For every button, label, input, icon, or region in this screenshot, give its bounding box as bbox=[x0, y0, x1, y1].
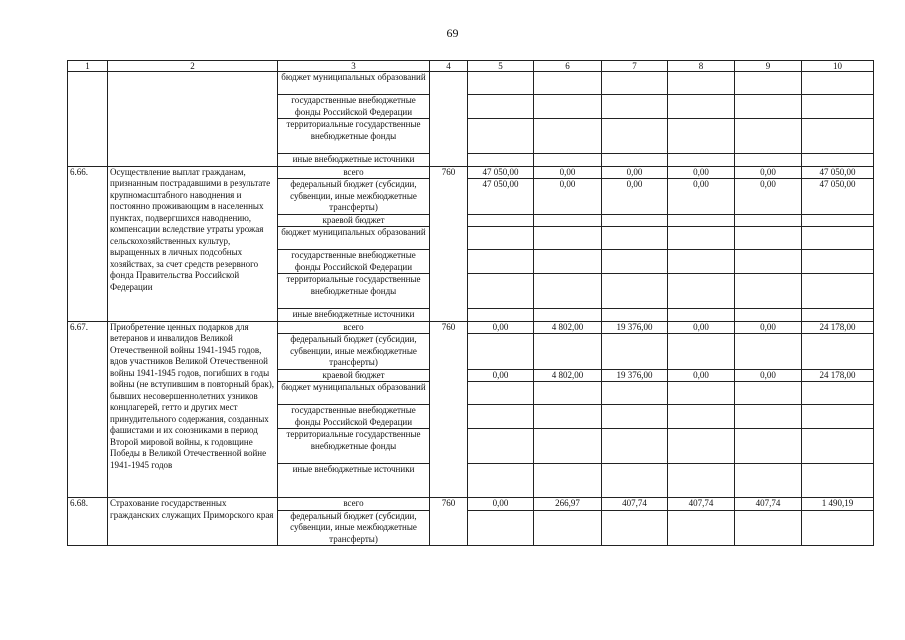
column-header: 5 bbox=[468, 61, 534, 72]
value-cell: 0,00 bbox=[602, 166, 668, 179]
source-label: территориальные государственные внебюджетные фонды bbox=[278, 429, 430, 464]
table-row bbox=[68, 321, 874, 334]
column-header: 9 bbox=[735, 61, 802, 72]
value-cell: 24 178,00 bbox=[802, 321, 874, 334]
column-header: 1 bbox=[68, 61, 108, 72]
cell-empty bbox=[68, 72, 108, 167]
measure-name: Приобретение ценных подарков для ветеранов и инвалидов Великой Отечественной войны 1941-1945 годов, вдов участников Великой Отечественной войны 1941-1945 годов, погибших в годы войны (не вступившим в повторный брак), бывших несовершеннолетних узников концлагерей, гетто и других мест принудительного содержания, созданных фашистами и их союзниками в период Второй мировой войны, к годовщине Победы в Великой Отечественной войне 1941-1945 годов bbox=[108, 321, 278, 498]
value-cell: 407,74 bbox=[735, 498, 802, 511]
grbs-code: 760 bbox=[430, 166, 468, 321]
value-cell: 266,97 bbox=[534, 498, 602, 511]
value-cell: 47 050,00 bbox=[468, 179, 534, 215]
value-cell: 0,00 bbox=[735, 166, 802, 179]
column-header: 2 bbox=[108, 61, 278, 72]
cell-empty bbox=[108, 72, 278, 167]
source-label: иные внебюджетные источники bbox=[278, 464, 430, 498]
source-label: государственные внебюджетные фонды Российской Федерации bbox=[278, 95, 430, 119]
value-cell: 0,00 bbox=[468, 321, 534, 334]
column-header: 7 bbox=[602, 61, 668, 72]
column-header: 8 bbox=[668, 61, 735, 72]
value-cell: 0,00 bbox=[735, 321, 802, 334]
grbs-code: 760 bbox=[430, 321, 468, 498]
source-label: государственные внебюджетные фонды Российской Федерации bbox=[278, 250, 430, 274]
value-cell: 407,74 bbox=[602, 498, 668, 511]
measure-name: Страхование государственных гражданских служащих Приморского края bbox=[108, 498, 278, 546]
value-cell: 19 376,00 bbox=[602, 321, 668, 334]
value-cell: 0,00 bbox=[735, 369, 802, 382]
source-label: иные внебюджетные источники bbox=[278, 309, 430, 322]
source-label: федеральный бюджет (субсидии, субвенции, иные межбюджетные трансферты) bbox=[278, 179, 430, 215]
value-cell: 0,00 bbox=[668, 179, 735, 215]
column-header: 10 bbox=[802, 61, 874, 72]
value-cell: 0,00 bbox=[534, 166, 602, 179]
source-label: территориальные государственные внебюджетные фонды bbox=[278, 119, 430, 154]
source-label: иные внебюджетные источники bbox=[278, 154, 430, 167]
value-cell: 0,00 bbox=[468, 498, 534, 511]
value-cell: 4 802,00 bbox=[534, 369, 602, 382]
value-cell: 47 050,00 bbox=[802, 179, 874, 215]
value-cell: 0,00 bbox=[534, 179, 602, 215]
value-cell: 1 490,19 bbox=[802, 498, 874, 511]
budget-table bbox=[67, 60, 874, 546]
value-cell: 24 178,00 bbox=[802, 369, 874, 382]
source-label: федеральный бюджет (субсидии, субвенции, иные межбюджетные трансферты) bbox=[278, 510, 430, 546]
source-label: всего bbox=[278, 166, 430, 179]
source-label: всего bbox=[278, 321, 430, 334]
table-row bbox=[68, 498, 874, 511]
value-cell: 0,00 bbox=[668, 166, 735, 179]
source-label: территориальные государственные внебюджетные фонды bbox=[278, 274, 430, 309]
source-label: бюджет муниципальных образований bbox=[278, 72, 430, 95]
cell-empty bbox=[430, 72, 468, 167]
table-row bbox=[68, 166, 874, 179]
value-cell: 0,00 bbox=[668, 369, 735, 382]
value-cell: 4 802,00 bbox=[534, 321, 602, 334]
row-number: 6.66. bbox=[68, 166, 108, 321]
value-cell: 47 050,00 bbox=[468, 166, 534, 179]
column-header: 3 bbox=[278, 61, 430, 72]
column-number-row bbox=[68, 61, 874, 72]
source-label: бюджет муниципальных образований bbox=[278, 382, 430, 405]
grbs-code: 760 bbox=[430, 498, 468, 546]
source-label: федеральный бюджет (субсидии, субвенции, иные межбюджетные трансферты) bbox=[278, 334, 430, 370]
column-header: 4 bbox=[430, 61, 468, 72]
value-cell: 0,00 bbox=[735, 179, 802, 215]
value-cell: 0,00 bbox=[668, 321, 735, 334]
row-number: 6.68. bbox=[68, 498, 108, 546]
column-header: 6 bbox=[534, 61, 602, 72]
source-label: государственные внебюджетные фонды Российской Федерации bbox=[278, 405, 430, 429]
table-row bbox=[68, 72, 874, 95]
source-label: краевой бюджет bbox=[278, 369, 430, 382]
value-cell: 0,00 bbox=[468, 369, 534, 382]
value-cell: 19 376,00 bbox=[602, 369, 668, 382]
source-label: бюджет муниципальных образований bbox=[278, 227, 430, 250]
source-label: всего bbox=[278, 498, 430, 511]
value-cell: 407,74 bbox=[668, 498, 735, 511]
page-number: 69 bbox=[446, 26, 459, 40]
value-cell: 47 050,00 bbox=[802, 166, 874, 179]
value-cell: 0,00 bbox=[602, 179, 668, 215]
row-number: 6.67. bbox=[68, 321, 108, 498]
measure-name: Осуществление выплат гражданам, признанным пострадавшими в результате крупномасштабного наводнения и постоянно проживающим в населенных пунктах, подвергшихся наводнению, компенсации вследствие утраты урожая сельскохозяйственных культур, выращенных в личных подсобных хозяйствах, за счет средств резервного фонда Правительства Российской Федерации bbox=[108, 166, 278, 321]
source-label: краевой бюджет bbox=[278, 214, 430, 227]
